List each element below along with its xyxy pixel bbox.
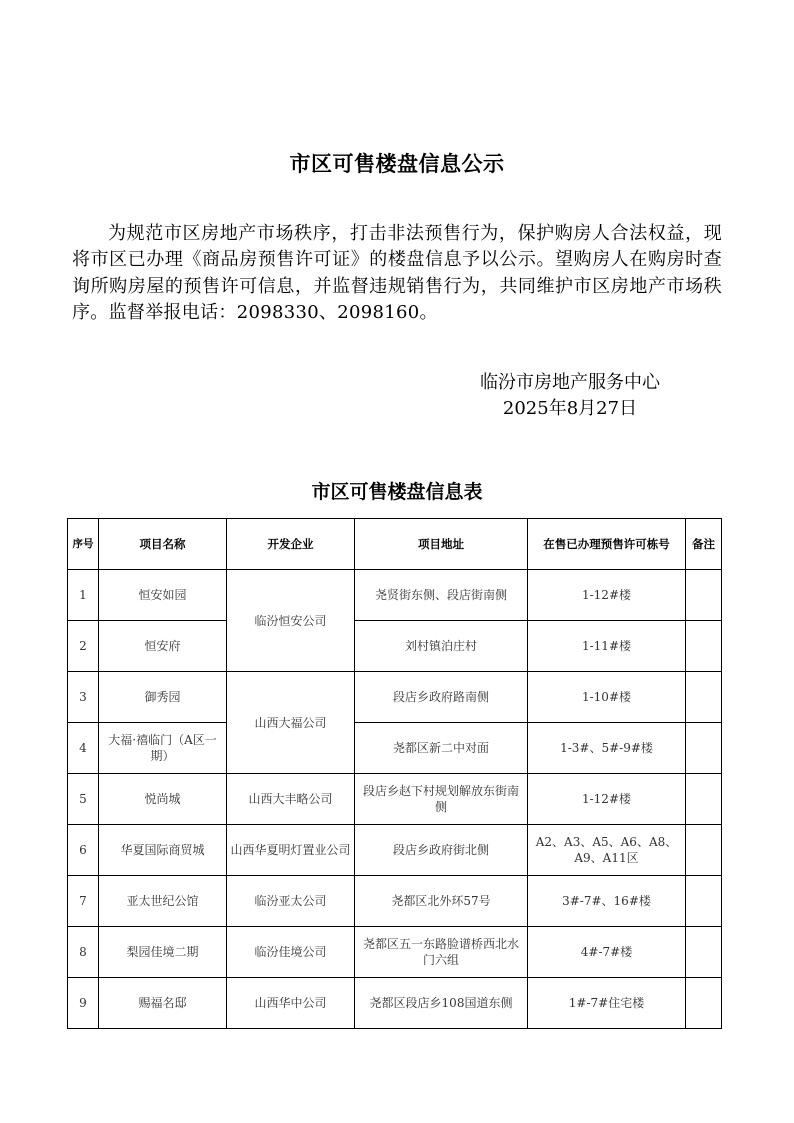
cell-address: 刘村镇泊庄村 <box>355 621 528 672</box>
cell-project-name: 恒安府 <box>99 621 227 672</box>
cell-remark <box>686 672 722 723</box>
cell-seq: 7 <box>68 876 99 927</box>
cell-project-name: 悦尚城 <box>99 774 227 825</box>
cell-address: 尧都区新二中对面 <box>355 723 528 774</box>
cell-seq: 1 <box>68 570 99 621</box>
cell-remark <box>686 927 722 978</box>
cell-remark <box>686 723 722 774</box>
cell-remark <box>686 876 722 927</box>
header-remark: 备注 <box>686 519 722 570</box>
cell-developer: 临汾亚太公司 <box>227 876 355 927</box>
cell-seq: 9 <box>68 978 99 1029</box>
cell-project-name: 恒安如园 <box>99 570 227 621</box>
cell-buildings: 4#-7#楼 <box>528 927 686 978</box>
cell-address: 尧都区五一东路脸谱桥西北水门六组 <box>355 927 528 978</box>
cell-project-name: 华夏国际商贸城 <box>99 825 227 876</box>
cell-seq: 3 <box>68 672 99 723</box>
table-row <box>68 927 722 978</box>
issue-date: 2025年8月27日 <box>502 398 638 419</box>
table-header-row <box>68 519 722 570</box>
cell-seq: 4 <box>68 723 99 774</box>
cell-address: 段店乡赵下村规划解放东街南侧 <box>355 774 528 825</box>
cell-seq: 2 <box>68 621 99 672</box>
table-row <box>68 774 722 825</box>
cell-address: 段店乡政府街北侧 <box>355 825 528 876</box>
table-row <box>68 621 722 672</box>
table-row <box>68 570 722 621</box>
cell-project-name: 御秀园 <box>99 672 227 723</box>
header-project-name: 项目名称 <box>99 519 227 570</box>
cell-remark <box>686 978 722 1029</box>
cell-project-name: 亚太世纪公馆 <box>99 876 227 927</box>
cell-remark <box>686 825 722 876</box>
cell-seq: 6 <box>68 825 99 876</box>
header-developer: 开发企业 <box>227 519 355 570</box>
cell-developer: 山西华中公司 <box>227 978 355 1029</box>
cell-buildings: 1-10#楼 <box>528 672 686 723</box>
table-row <box>68 723 722 774</box>
cell-address: 尧都区段店乡108国道东侧 <box>355 978 528 1029</box>
cell-seq: 8 <box>68 927 99 978</box>
cell-seq: 5 <box>68 774 99 825</box>
cell-developer: 山西大福公司 <box>227 672 355 774</box>
table-title: 市区可售楼盘信息表 <box>311 481 483 503</box>
signature-block <box>440 370 700 422</box>
listing-table <box>67 518 722 1029</box>
cell-buildings: 1#-7#住宅楼 <box>528 978 686 1029</box>
cell-buildings: 1-12#楼 <box>528 774 686 825</box>
cell-developer: 山西大丰略公司 <box>227 774 355 825</box>
cell-project-name: 大福·禧临门（A区一期） <box>99 723 227 774</box>
cell-remark <box>686 621 722 672</box>
header-buildings: 在售已办理预售许可栋号 <box>528 519 686 570</box>
cell-developer: 临汾佳境公司 <box>227 927 355 978</box>
table-row <box>68 825 722 876</box>
intro-paragraph: 为规范市区房地产市场秩序，打击非法预售行为，保护购房人合法权益，现将市区已办理《商品房预售许可证》的楼盘信息予以公示。望购房人在购房时查询所购房屋的预售许可信息，并监督违规销售行为，共同维护市区房地产市场秩序。监督举报电话：2098330、2098160。 <box>72 223 722 323</box>
cell-remark <box>686 570 722 621</box>
table-row <box>68 978 722 1029</box>
cell-developer: 山西华夏明灯置业公司 <box>227 825 355 876</box>
page-title: 市区可售楼盘信息公示 <box>289 152 505 176</box>
header-seq: 序号 <box>68 519 99 570</box>
cell-address: 段店乡政府路南侧 <box>355 672 528 723</box>
cell-buildings: 3#-7#、16#楼 <box>528 876 686 927</box>
header-address: 项目地址 <box>355 519 528 570</box>
cell-buildings: 1-11#楼 <box>528 621 686 672</box>
table-row <box>68 876 722 927</box>
cell-remark <box>686 774 722 825</box>
table-row <box>68 672 722 723</box>
cell-developer: 临汾恒安公司 <box>227 570 355 672</box>
cell-address: 尧贤街东侧、段店街南侧 <box>355 570 528 621</box>
cell-project-name: 梨园佳境二期 <box>99 927 227 978</box>
cell-address: 尧都区北外环57号 <box>355 876 528 927</box>
cell-buildings: 1-12#楼 <box>528 570 686 621</box>
issuer-name: 临汾市房地产服务中心 <box>480 372 660 393</box>
cell-buildings: A2、A3、A5、A6、A8、A9、A11区 <box>528 825 686 876</box>
cell-project-name: 赐福名邸 <box>99 978 227 1029</box>
cell-buildings: 1-3#、5#-9#楼 <box>528 723 686 774</box>
